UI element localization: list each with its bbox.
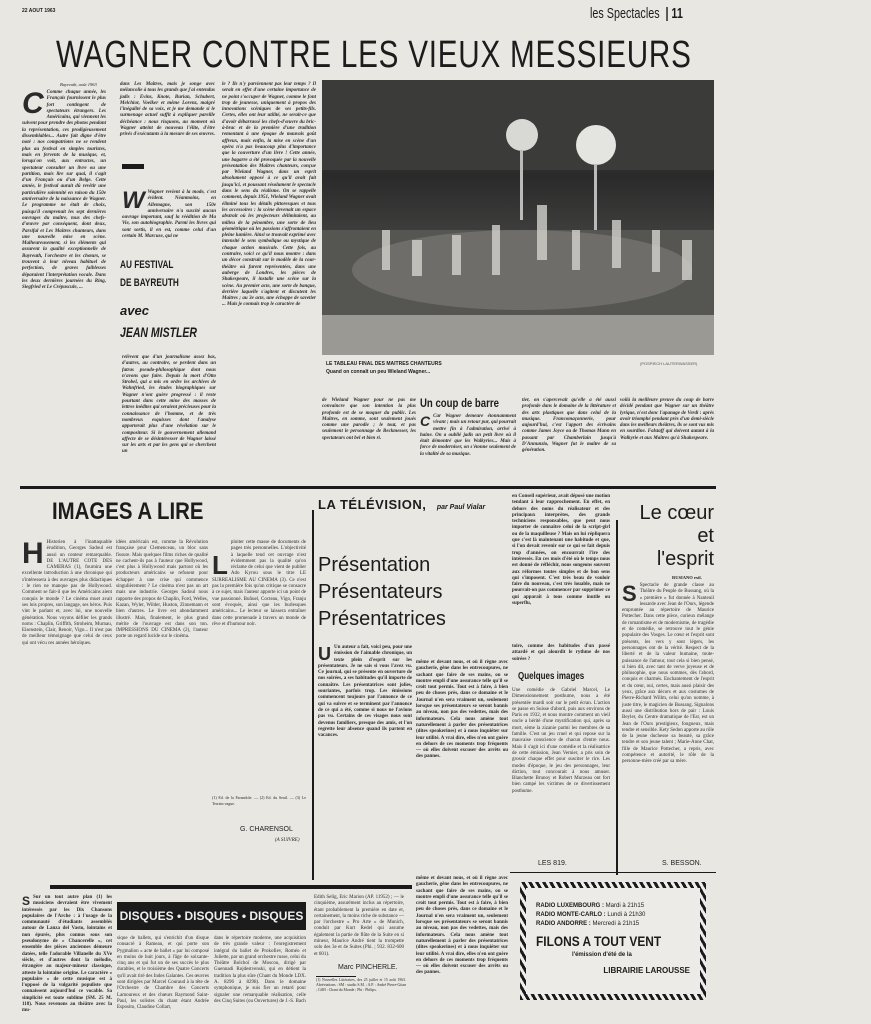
ad-subline: l'émission d'été de la bbox=[572, 952, 632, 958]
ad-schedule: RADIO LUXEMBOURG : Mardi à 21h15 RADIO MONTE-CARLO : Lundi à 21h30 RADIO ANDORRE : Mercredi à 21h15 bbox=[536, 903, 646, 927]
tv-column-b: même et devant nous, et où il règne avec gaucherie, gêne dans les entrecoupures, ne sachant que faire de ses mains, ou se montre empli d'une assurance telle qu'il se croit tout permis. Tout est à faire, à bien peu de choses près, dans ce domaine et le Journal n'en sera vraiment un, seulement lorsque ses présentateurs se seront bannis au niveau, non pas des vedettes, mais des informateurs. Cela nous amène tout naturellement à parler des présentatrices (dites speakerines) et à nous inquiéter sur leur utilité. A vrai dire, elles n'en ont guère en dehors de ces moments trop fréquents — où elles doivent excuser des arrêts ou des pannes. bbox=[416, 660, 508, 760]
coeur-kicker: RUSIANO exil. bbox=[672, 575, 702, 580]
coeur-bottom-rule bbox=[510, 872, 716, 873]
wagner-column-7: voilà la meilleure preuve du coup de barre décidé pendant que Wagner sur un théâtre lyrique, n'est donc l'apanage de Verdi : après avoir triomphé pendant près d'un demi-siècle dans les meilleurs théâtres, ils se sont vus mis en sourdine. Falstaff qui doivent autant à la Walkyrie et aux Maîtres qu'à Shakespeare. bbox=[620, 398, 714, 441]
images-headline-wrap bbox=[52, 498, 292, 526]
tv-headline: Présentation Présentateurs Présentatrices bbox=[318, 554, 446, 630]
wagner-column-2b: W Wagner revient à la mode, c'est évident. Néanmoins, en Allemagne, son 150e anniversaire n'a suscité aucun ouvrage important, sauf la réédition de Ma Vie, son autobiographie. Parmi les livres qui sont sortis, il en est, comme celui d'un certain M. Marcuse, qui ne bbox=[122, 187, 216, 240]
wagner-headline-wrap bbox=[56, 34, 696, 74]
coeur-signature: S. BESSON. bbox=[662, 860, 702, 867]
drop-cap: C bbox=[22, 87, 44, 120]
larousse-advertisement[interactable] bbox=[520, 882, 706, 1000]
tv-section-title: LA TÉLÉVISION, bbox=[318, 497, 427, 512]
wagner-column-2c: relèvent que d'un journalisme assez bas, d'autres, au contraire, se perdent dans un fatras pseudo-philosophique dont nous n'avons que faire. Depuis la mort d'Otto Strobel, qui a mis en ordre les archives de Wahnfried, les études biographiques sur Wagner n'ont guère progressé : il reste pourtant dans cette mine des masses de lettres inédites qui seraient précieuses pour la connaissance de l'homme, et de très nombreux esquisses dont l'analyse apporterait plus d'une révélation sur le compositeur. Si le gouvernement allemand affecte de se désintéresser de Wagner laissé sur les arts et par les gens qui se cherchent un bbox=[122, 355, 216, 455]
images-column-3: L ploiter cette masse de documents de pages très personnelles. L'objectivité à laquelle tend cet ouvrage n'est évidemment pas la qualité qu'on réclame de celui que vient de publier Ado Kyrou sous le titre LE SURREALISME AU CINEMA (3). Ce n'est pas la première fois qu'un critique se consacre à ce sujet, mais l'auteur apporte ici un point de vue passionné. Buñuel, Cocteau, Vigo, Franju sont évoqués, ainsi que les burlesques américains... Le lecteur se laissera entraîner dans cette promenade à travers un monde de rêve et d'humour noir. bbox=[212, 540, 306, 627]
disques-footnote: (1) Nouvelles Littéraires, des 25 juillet et 15 août 1963. Abréviations : SM : studio S.M. ; A.P. : André Pierre-Gitan ; CdM : Chant du Monde ; Phi : Philips. bbox=[316, 978, 406, 992]
tv-byline: par Paul Vialar bbox=[436, 504, 486, 511]
tv-column-right: en Conseil supérieur, avait déposé une motion tendant à leur rapprochement. En effet, en dehors des noms du réalisateur et des principaux interprètes, des grands techniciens responsables, que peut nous importer de connaître celui de la script-girl ou de la maquilleuse ? Mais on lui répliquera que c'est là maintenant une habitude et que, si l'on devait revenir sur ce qui se fait depuis trop d'années, on encourrait l'ire des intéressés. En ces mois d'été où le temps nous est donné de réfléchir, nous songeons souvent aux réformes toutes simples et de bon sens qui s'imposent. C'est très beau de vouloir faire du nouveau, c'est très louable, mais ne pourrait-on pas commencer par supprimer ce qui apparaît à tous comme inutile ou superflu, bbox=[512, 494, 610, 607]
section-name: les Spectacles bbox=[590, 5, 660, 22]
ad-headline: FILONS A TOUT VENT bbox=[536, 933, 662, 949]
section-divider bbox=[20, 486, 716, 489]
to-be-continued: (A SUIVRE) bbox=[275, 838, 300, 843]
wagner-column-2a: dans Les Maîtres, mais je songe avec mélancolie à tous les grands que j'ai entendus jadis : Evins, Knote, Burian, Schubert, Melchior, Voelker et même Lorenz, malgré l'inégalité de sa voix, et je me demande si le surmenage actuel suffit à expliquer pareille déchéance : nous risquons, au moment où Wagner atteint de nouveau l'élite, d'être privés d'exécutants à la mesure de ses œuvres. bbox=[120, 82, 215, 138]
stage-scene-illustration bbox=[322, 80, 714, 355]
festival-kicker: AU FESTIVAL DE BAYREUTH avec JEAN MISTLER bbox=[120, 259, 198, 340]
disques-signature: Marc PINCHERLE. bbox=[338, 964, 398, 971]
tv-column-c-top: toire, comme des habitudes d'un passé attardé et qui alourdit le rythme de nos soirées ? bbox=[512, 644, 610, 662]
disques-banner: DISQUES • DISQUES • DISQUES bbox=[117, 902, 306, 930]
images-column-1: H Historien à l'inattaquable érudition, Georges Sadoul est aussi un conteur remarquable. DE L'AUTRE COTE DES CAMERAS (1), fournira une excellente introduction à une chronique qui s'intéressera à des ouvrages plus didactiques : le rien ne manque pas de Hollywood. Comment se fait-il que les Américains aient conquis le monde ? Le cinéma muet avait ses lois propres, son langage, ses héros. Puis vint le parlant et, avec lui, une nouvelle génération. Nous voyons défiler les grands noms : Chaplin, Griffith, Stroheim, Murnau, Eisenstein, Clair, Renoir, Vigo... Il n'est pas de meilleur témoignage que celui de ceux qui ont vécu ces années héroïques. bbox=[22, 537, 112, 646]
disques-column-1: S Sur un tout autre plan (1) les musiciens devraient être vivement intéressés par les Dix Chansons populaires de l'Arche : à l'usage de la communauté d'étudiants assemblés autour de Lanza del Vasto, lointains et non épurés, plus connus sous son pseudonyme de « Chancerelle », cet ensemble des pièces anciennes démeure datées, telle l'adorable Villanelle du XVe siècle, et d'autres dont la mélodie, étrangère au majeur-mineur classique, atteste la lointaine origine. Le caractère « populaire » de cette musique est à l'opposé de la vulgarité populiste que connaissent aujourd'hui ce vocable. Sa simplicité est toute sublime (SM. 25 M. 118). Nous revenons au théâtre avec la mu- bbox=[22, 894, 112, 1014]
photo-caption: LE TABLEAU FINAL DES MAITRES CHANTEURS Quand on connaît un peu Wieland Wagner... bbox=[326, 361, 442, 375]
coeur-headline: Le cœur et l'esprit bbox=[639, 502, 714, 570]
wagner-column-4: de Wieland Wagner pour ne pas me convaincre que son intention la plus profonde est de se moquer du public. Les Maîtres, en somme, sont seulement joués comme une parodie ; le tout, et pas seulement le personnage de Beckmesser, les spectateurs ont bel et bien ri. bbox=[322, 398, 416, 441]
tv-signature: LES 819. bbox=[538, 860, 567, 867]
dateline: Bayreuth, août 1963 bbox=[60, 82, 97, 87]
ad-brand: LIBRAIRIE LAROUSSE bbox=[603, 966, 690, 975]
photo-credit: (POSPIECH LAUTERWASSER) bbox=[640, 361, 698, 366]
tv-left-rule bbox=[312, 510, 314, 880]
coup-de-barre-heading: Un coup de barre bbox=[420, 396, 499, 410]
disques-column-3: dans le répertoire moderne, une acquisition de très grande valeur : l'enregistrement intégral du ballet de Prokofiev, Roméo et Juliette, par un grand orchestre russe, celui du Théâtre Bolchoï de Moscou, dirigé par Guennadi Rojdestvenski, qui en détient la tradition la plus sûre (Chant du Monde LDX. A. 8296 à 8298). Dans le domaine symphonique, je suis fier un retard pour signaler une remarquable réalisation, celle des Cinq Suites (ou Ouvertures) de J.-S. Bach bbox=[214, 936, 306, 1004]
quelques-images-heading: Quelques images bbox=[518, 671, 585, 682]
separator-mark bbox=[122, 164, 144, 169]
wagner-column-5: C Car Wagner demeure étonnamment vivant ; mais un retour pur, qui pourrait mettre fin à l'admiration, arrivé à haine. On a oublié jadis un petit livre où il était démontré que les Walkyries... Mais à force de moderniser, on s'étonne seulement de la vitalité de sa musique. bbox=[420, 413, 516, 457]
coeur-left-rule bbox=[616, 520, 618, 875]
wagner-column-3: le ? Ils n'y parviennent pas leur temps ? Il serait en effet d'une certaine importance de ne point s'occuper de Wagner, comme le font trop de jeunesse, uniquement à propos des innovations scéniques de ses petits-fils. Certes, elles ont leur utilité, ne serait-ce que d'avoir débarrassé les chefs-d'œuvre du bric-à-brac et de la première d'une tradition remontant à une époque de mauvais goût affreux, mais enfin, la mise en scène d'un opéra n'a pas beaucoup plus d'importance que la couverture d'un livre ! Cette année, une bagarre a été provoquée par la nouvelle présentation des Maîtres chanteurs, conçue par Wieland Wagner, dans un esprit absolument opposé à ce qu'il avait fait jusqu'ici, et poussant résolument le spectacle dans le sens du réalisme. On se rappelle comment, depuis 1951, Wieland Wagner avait éliminé tous les détails pittoresques et tous les accessoires : la scène devenait un espace abstrait où les projecteurs délimitaient, au milieu de la pénombre, une sorte de lieu géométrique où les passions s'affrontaient en pleine lumière. Ainsi se trouvait exprimé avec intensité le sens symbolique ou mystique de chaque action musicale. Cette fois, au contraire, voici ce qu'il nous montre : dans un décor construit sur le modèle de la cour-théâtre où furent représentées, dans une auberge de Londres, les pièces de Shakespeare, il installe une scène sur la scène. Au premier acte, une sorte de banque, derrière laquelle s'agitent et discutent les Maîtres ; au 3e acte, une échoppe de savetier ... Mais je connais trop le caractère de bbox=[222, 82, 316, 308]
disques-column-4: Edith Selig, Eric Marion (AP. 11952) ; — le cinquième, assurément inclus au répertoire, étant probablement la première en date et, certainement, la moins riche de substance — par l'orchestre « Pro Arte » de Munich, conduit par Kurt Redel qui assume également la partie de flûte de la Suite en si mineur, Maurice André tient la trompette solo des 3e et 4e Suites (Phi. ; 932. 832-600 et 601). bbox=[314, 895, 404, 957]
images-signature: G. CHARENSOL bbox=[240, 826, 293, 833]
wagner-column-1: C Comme chaque année, les Français fournissent le plus fort contingent de spectateurs étrangers. Les Américains, qui viennent les suivent pour prendre des photos pendant la représentation, ces prodigieusement dissemblables... Autre fait digne d'être noté : nos compatriotes ne se rendent plus au festival en simples touristes, mais en fervents de la musique, et, lorsqu'on voit, aux entractes, un spectateur consulter un livre ou une partition, mais lire sur quai, il s'agit d'un Français ou d'un Belge. Cette année, le festival aurait dû revêtir une particulière solennité en raison du 150e anniversaire de la naissance de Wagner. Le programme ne était de choix, puisqu'il comprenait les sept dernières ouvrages du maître, tous des chefs-d'œuvre par conséquent, dont deux, Parsifal et Les Maîtres chanteurs, dans une nouvelle mise en scène. Malheureusement, si les éléments qui assurent la qualité exceptionnelle de Bayreuth, l'orchestre et les chœurs, se trouvent à leur niveau habituel de perfection, de graves faiblesses déparaient l'interprétation vocale. Dans les deux dernières journées du Ring, Siegfried et Le Crépuscule, ... bbox=[22, 87, 106, 291]
tv-column-b-continued: même et devant nous, et où il règne avec gaucherie, gêne dans les entrecoupures, ne sachant que faire de ses mains, ou se montre empli d'une assurance telle qu'il se croit tout permis. Tout est à faire, à bien peu de choses près, dans ce domaine et le Journal n'en sera vraiment un, seulement lorsque ses présentateurs se seront bannis au niveau, non pas des vedettes, mais des informateurs. Cela nous amène tout naturellement à parler des présentatrices (dites speakerines) et à nous inquiéter sur leur utilité. A vrai dire, elles n'en ont guère en dehors de ces moments trop fréquents — où elles doivent excuser des arrêts ou des pannes. bbox=[416, 876, 508, 976]
images-column-2: idées américain est, comme la Révolution française pour Clemenceau, un bloc sans fissure. Mais quelques films riches de qualité ne cachent-ils pas à l'auteur que Hollywood, c'est plus à Hollywood mais partout où les producteurs américains se refusent pour échapper à une crise qui commence singulièrement ? Le cinéma n'est pas un art mais une industrie. Georges Sadoul nous rapporte des propos de Chaplin, Ford, Welles, Kazan, Wyler, Wilder, Huston, Zinnemann et bien d'autres. Le livre est abondamment illustré. Mais, finalement, le plus grand mérite de l'ouvrage est dans son ton. IMPRESSIONS DU CINEMA (2), l'auteur porte un regard lucide sur le cinéma. bbox=[116, 540, 208, 640]
wagner-headline: WAGNER CONTRE LES VIEUX MESSIEURS bbox=[56, 34, 692, 76]
tv-column-a: U Un auteur a fait, voici peu, pour une émission de l'aimable chronique, un texte plein d'esprit sur les présentateurs. Je ne sais si vous l'avez vu. Ce journal, qui se présente en ouverture de nos soirées, a ses habitudes qu'il importe de connaître. Les présentatrices sont jolies, souriantes, parfois trop. Les émissions commencent toujours par l'annonce de ce qui va suivre et se terminent par l'annonce de ce qui a été, comme si nous ne l'avions pas vu. Certains de ces visages nous sont devenus familiers, presque des amis, et l'on regrette leur absence quand ils partent en vacances. bbox=[318, 644, 412, 739]
wagner-column-6: tier, on s'apercevait qu'elle a été aussi profonde dans le domaine de la littérature et des arts plastiques que dans celui de la musique. Francomaçonnerie, pour aujourd'hui, c'est l'apport des écrivains comme James Joyce ou de Thomas Mann en passant par Chamberlain jusqu'à D'Annunzio, Wagner fut le maître de sa génération. bbox=[522, 398, 616, 454]
images-headline: IMAGES A LIRE bbox=[52, 498, 204, 525]
disques-top-rule bbox=[50, 885, 412, 889]
disques-column-2: sique de ballets, qui s'enrichit d'un disque consacré à Rameau, et qui porte son Pygmalion « acte de ballet » par lui composé en moins de huit jours, à l'âge de soixante-cinq ans et qui fut un de ses succès le plus durables, et le troisième des Quatre Concerts qu'il avait tiré des Indes Galantes. Ces œuvres sont dirigées par Marcel Couraud à la tête de l'Orchestre de Chambre des Concerts Lamoureux et des chœurs Raymond Saint-Paul, les solistes du chant étant Andrée Esposito, Claudine Collart, bbox=[117, 936, 209, 1011]
images-footnotes: (1) Ed. de la Farandole. — (2) Ed. du Seuil. — (3) Le Terrain vague. bbox=[212, 795, 306, 807]
section-header: les Spectacles | 11 bbox=[590, 5, 683, 22]
tv-column-c: Une comédie de Gabriel Marcel, Le Dimensionnement posthume, nous a été présentée mardi soir sur le petit écran. L'action se passe en Suisse d'abord, puis aux environs de Paris en 1932, et nous montre comment un vieil oncle a hérité d'une mystification qui, après sa mort, sème la zizanie parmi les membres de sa famille. C'est un jeu cruel et qui repose sur la mauvaise conscience de chacun d'entre nous. Mais il s'agit ici d'une comédie et la réalisatrice de cette émission, Jean Vernier, a pris soin de grossir chaque effet pour susciter le rire. Les modes d'époque, le jeu des personnages, leur diction, tout concourait à nous amuser. Blanchette Brunoy et Robert Murzeau ont fort bien campé les victimes de ce divertissement posthume. bbox=[512, 688, 610, 794]
coeur-body: S Spectacle de grande classe au Théâtre du Peuple de Bussang, où la « première » fut donnée à Nanteuil lessarde avec Jean de l'Ours, légende empruntée au répertoire de Maurice Pottecher. Dans cette pièce, curieux mélange de romantisme et de modernisme, de tragédie et de comédie, se retrouve tout le génie populaire des Vosges. Le cœur et l'esprit sont présents, les vers y sont légers, les personnages ont de la vérité. Respect de la liberté et de la valeur humaine, toute-puissance de l'amour, tout cela si bien pensé, si bien dit, avec tant de verve joyeuse et de philosophie, que nous sommes, dès l'abord, conquis et charmés. Enchantement de l'esprit et du cœur, oui, certes, mais aussi plaisir des yeux, grâce aux décors et aux costumes de Pierre-Richard Willm, celui qu'on nomme, à juste titre, le magicien de Bussang. Signalons aussi une distribution hors de pair : Louis Beyler, du Centre dramatique de l'Est, est un Jean de l'Ours prestigieux, fougueux, mais tendre et sensible. Kety Sedon apporte au rôle de la jeune duchesse sa beauté, sa grâce tendre et son jeune talent ; Marie-Anne Chat, fille de Maurice Pottecher, a repris, avec compétence et autorité, le rôle de la personne-mère créé par sa mère. bbox=[622, 581, 714, 765]
footnote-rule bbox=[316, 976, 356, 977]
opera-stage-photo bbox=[322, 80, 714, 355]
author-name: JEAN MISTLER bbox=[120, 324, 198, 340]
page-number: 11 bbox=[671, 5, 683, 22]
issue-date: 22 AOUT 1963 bbox=[22, 8, 56, 14]
tv-header bbox=[318, 496, 485, 514]
